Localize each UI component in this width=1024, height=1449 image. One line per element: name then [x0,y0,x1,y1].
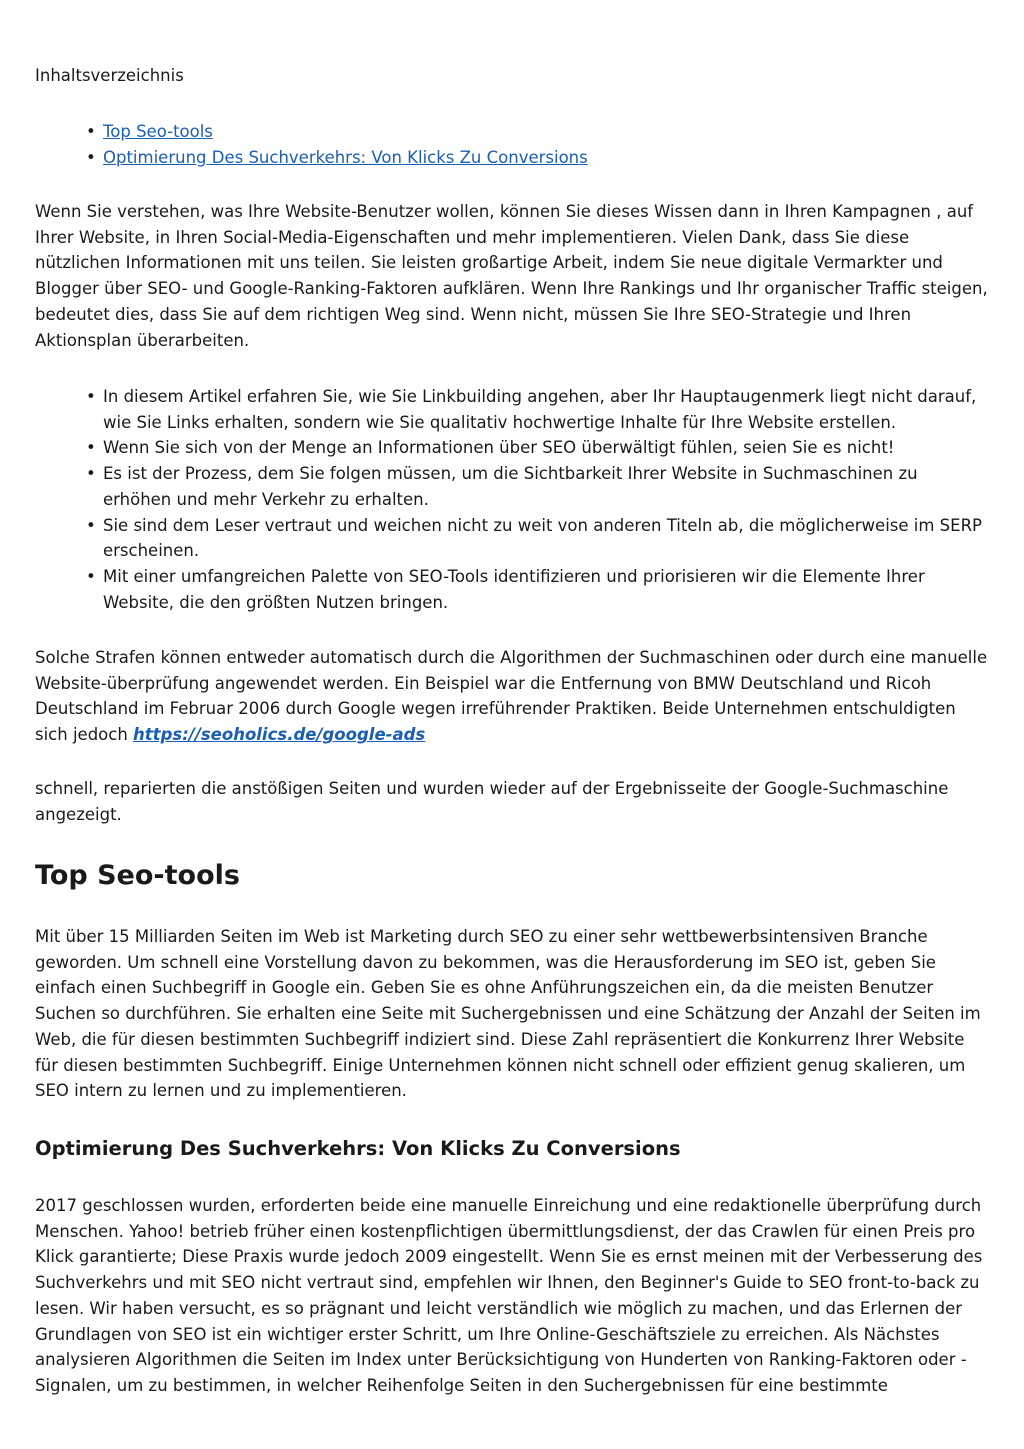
bullet-item: • In diesem Artikel erfahren Sie, wie Sie Linkbuilding angehen, aber Ihr Hauptaugenmerk liegt nicht darauf, wie Sie Links erhalten, sondern wie Sie qualitativ hochwertige Inhalte für Ihre Website erstellen. [86,384,991,435]
bullet-item: • Sie sind dem Leser vertraut und weichen nicht zu weit von anderen Titeln ab, die möglicherweise im SERP erscheinen. [86,513,991,564]
section1-paragraph: Mit über 15 Milliarden Seiten im Web ist Marketing durch SEO zu einer sehr wettbewerbsintensiven Branche geworden. Um schnell eine Vorstellung davon zu bekommen, was die Herausforderung im SEO ist, geben Sie einfach einen Suchbegriff in Google ein. Geben Sie es ohne Anführungszeichen ein, da die meisten Benutzer Suchen so durchführen. Sie erhalten eine Seite mit Suchergebnissen und eine Schätzung der Anzahl der Seiten im Web, die für diesen bestimmten Suchbegriff indiziert sind. Diese Zahl repräsentiert die Konkurrenz Ihrer Website für diesen bestimmten Suchbegriff. Einige Unternehmen können nicht schnell oder effizient genug skalieren, um SEO intern zu lernen und zu implementieren. [35,927,981,1101]
intro-paragraph: Wenn Sie verstehen, was Ihre Website-Benutzer wollen, können Sie dieses Wissen dann in Ihren Kampagnen , auf Ihrer Website, in Ihren Social-Media-Eigenschaften und mehr implementieren. Vielen Dank, dass Sie diese nützlichen Informationen mit uns teilen. Sie leisten großartige Arbeit, indem Sie neue digitale Vermarkter und Blogger über SEO- und Google-Ranking-Faktoren aufklären. Wenn Ihre Rankings und Ihr organischer Traffic steigen, bedeutet dies, dass Sie auf dem richtigen Weg sind. Wenn nicht, müssen Sie Ihre SEO-Strategie und Ihren Aktionsplan überarbeiten. [35,202,988,350]
toc-item [86,145,986,171]
seoholics-link[interactable]: https://seoholics.de/google-ads [133,725,426,745]
toc-link-top-seo-tools[interactable]: Top Seo-tools [103,122,213,141]
penalty-continuation-paragraph: schnell, reparierten die anstößigen Seiten und wurden wieder auf der Ergebnisseite der Google-Suchmaschine angezeigt. [35,779,949,824]
bullet-item: • Wenn Sie sich von der Menge an Informationen über SEO überwältigt fühlen, seien Sie es nicht! [86,435,991,461]
section-heading-top-seo-tools: Top Seo-tools [35,860,240,891]
bullet-item: • Es ist der Prozess, dem Sie folgen müssen, um die Sichtbarkeit Ihrer Website in Suchmaschinen zu erhöhen und mehr Verkehr zu erhalten. [86,461,991,512]
section-heading-optimierung: Optimierung Des Suchverkehrs: Von Klicks Zu Conversions [35,1137,681,1160]
penalty-text: Solche Strafen können entweder automatisch durch die Algorithmen der Suchmaschinen oder durch eine manuelle Website-überprüfung angewendet werden. Ein Beispiel war die Entfernung von BMW Deutschland und Ricoh Deutschland im Februar 2006 durch Google wegen irreführender Praktiken. Beide Unternehmen entschuldigten sich jedoch [35,648,988,745]
bullet-item: • Mit einer umfangreichen Palette von SEO-Tools identifizieren und priorisieren wir die Elemente Ihrer Website, die den größten Nutzen bringen. [86,564,991,615]
penalty-paragraph [35,645,990,748]
toc-item [86,119,986,145]
section2-paragraph: 2017 geschlossen wurden, erforderten beide eine manuelle Einreichung und eine redaktionelle überprüfung durch Menschen. Yahoo! betrieb früher einen kostenpflichtigen übermittlungsdienst, der das Crawlen für einen Preis pro Klick garantierte; Diese Praxis wurde jedoch 2009 eingestellt. Wenn Sie es ernst meinen mit der Verbesserung des Suchverkehrs und mit SEO nicht vertraut sind, empfehlen wir Ihnen, den Beginner's Guide to SEO front-to-back zu lesen. Wir haben versucht, es so prägnant und leicht verständlich wie möglich zu machen, und das Erlernen der Grundlagen von SEO ist ein wichtiger erster Schritt, um Ihre Online-Geschäftsziele zu erreichen. Als Nächstes analysieren Algorithmen die Seiten im Index unter Berücksichtigung von Hunderten von Ranking-Faktoren oder -Signalen, um zu bestimmen, in welcher Reihenfolge Seiten in den Suchergebnissen für eine bestimmte [35,1196,983,1395]
feature-bullet-list [86,384,991,615]
toc-list [86,119,986,170]
toc-title: Inhaltsverzeichnis [35,66,184,85]
toc-link-optimierung[interactable]: Optimierung Des Suchverkehrs: Von Klicks Zu Conversions [103,147,588,167]
